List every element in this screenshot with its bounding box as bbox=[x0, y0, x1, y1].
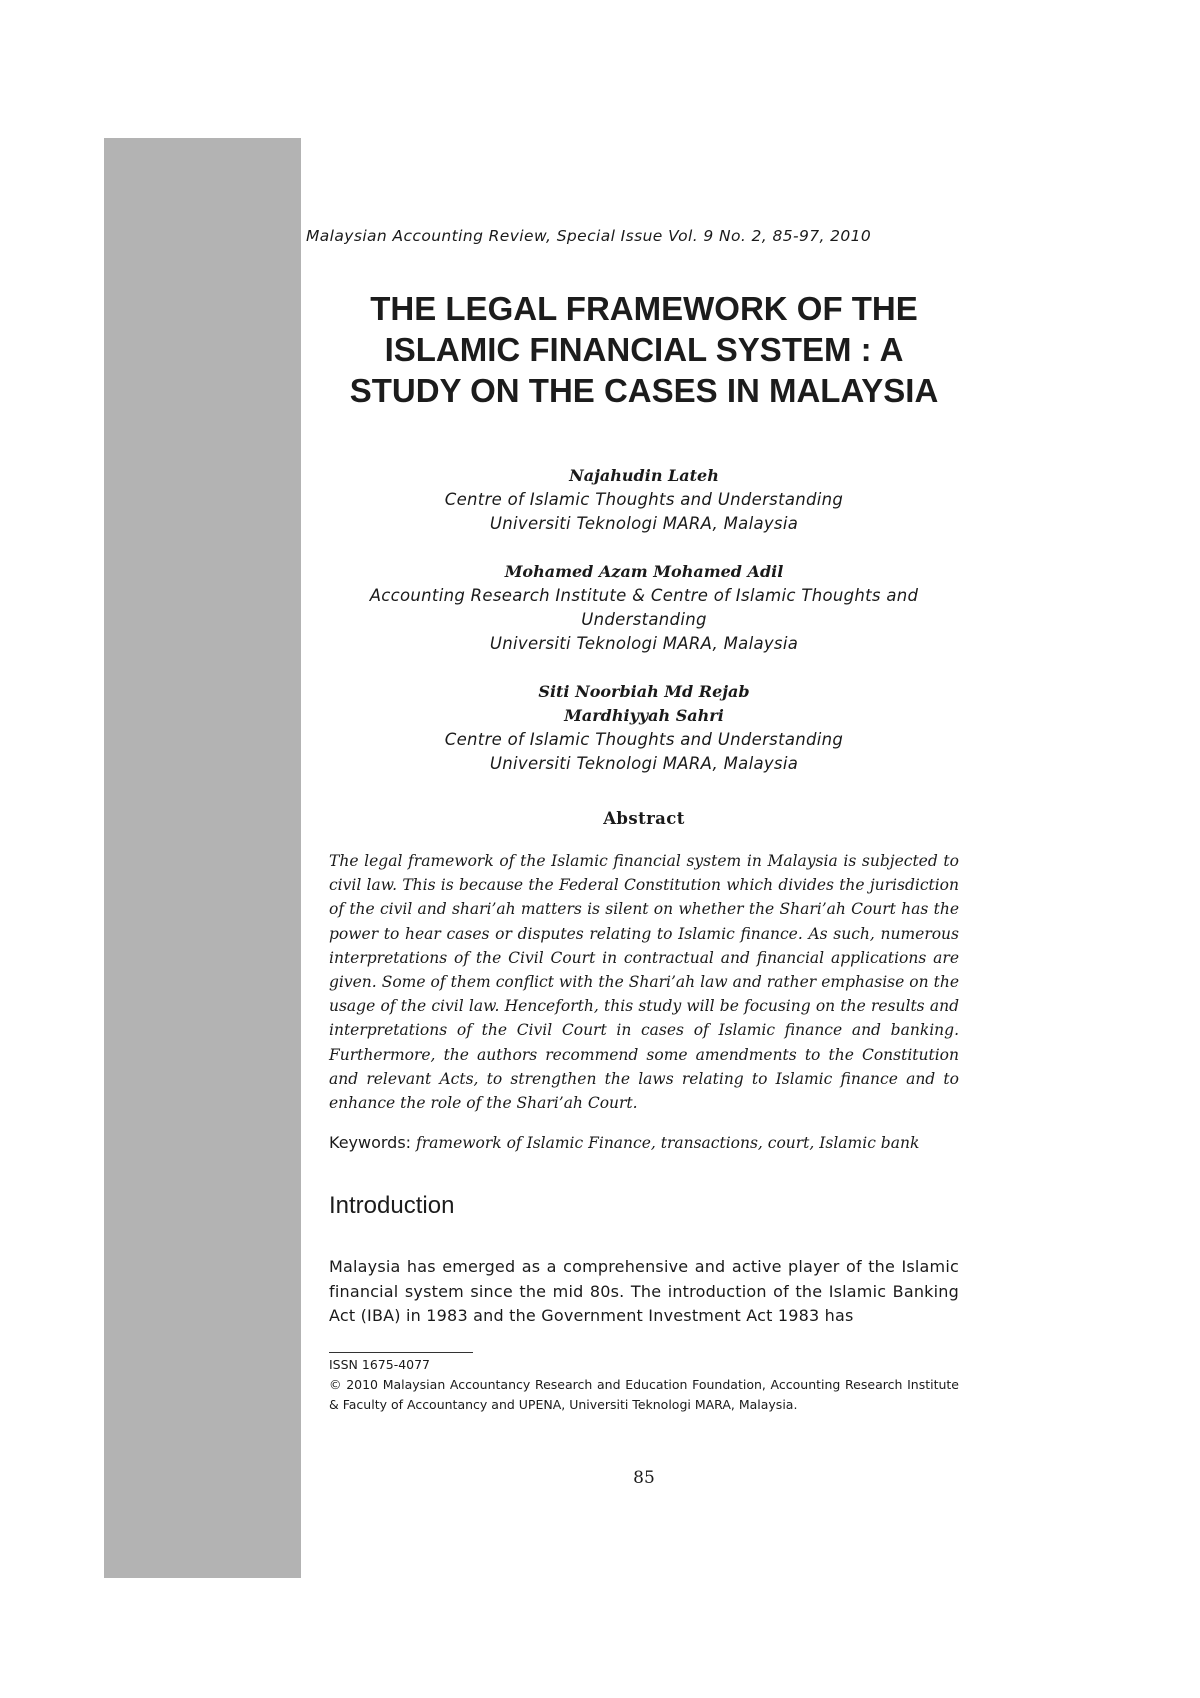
author-affiliation: Universiti Teknologi MARA, Malaysia bbox=[489, 754, 799, 773]
author-affiliation: Universiti Teknologi MARA, Malaysia bbox=[489, 634, 799, 653]
author-list bbox=[329, 464, 959, 800]
author-name: Mohamed Azam Mohamed Adil bbox=[504, 562, 784, 581]
introduction-body: Malaysia has emerged as a comprehensive and active player of the Islamic financial system since the mid 80s. The introduction of the Islamic Banking Act (IBA) in 1983 and the Government Investment Act 1983 has bbox=[329, 1257, 959, 1325]
footnote-divider bbox=[329, 1352, 473, 1353]
author-name: Mardhiyyah Sahri bbox=[564, 706, 724, 725]
keywords-text: framework of Islamic Finance, transactions, court, Islamic bank bbox=[411, 1134, 920, 1152]
keywords-line bbox=[329, 1133, 969, 1152]
side-bar-decoration bbox=[104, 138, 301, 1578]
footnotes bbox=[329, 1355, 959, 1415]
journal-citation: Malaysian Accounting Review, Special Issue Vol. 9 No. 2, 85-97, 2010 bbox=[306, 227, 872, 245]
author-name: Najahudin Lateh bbox=[569, 466, 719, 485]
author-affiliation: Centre of Islamic Thoughts and Understanding bbox=[444, 490, 844, 509]
title-line: ISLAMIC FINANCIAL SYSTEM : A bbox=[384, 331, 904, 368]
title-line: THE LEGAL FRAMEWORK OF THE bbox=[370, 290, 918, 327]
keywords-label: Keywords: bbox=[329, 1133, 412, 1152]
author-affiliation: Understanding bbox=[581, 610, 707, 629]
author-block-3 bbox=[329, 680, 959, 776]
copyright-line: © 2010 Malaysian Accountancy Research and Education Foundation, Accounting Research Institute & Faculty of Accountancy and UPENA, Universiti Teknologi MARA, Malaysia. bbox=[329, 1377, 959, 1412]
author-block-1 bbox=[329, 464, 959, 536]
issn-line: ISSN 1675-4077 bbox=[329, 1357, 431, 1372]
author-block-2 bbox=[329, 560, 959, 656]
section-heading-introduction: Introduction bbox=[329, 1192, 455, 1219]
paper-title bbox=[329, 288, 959, 411]
title-line: STUDY ON THE CASES IN MALAYSIA bbox=[349, 372, 939, 409]
abstract-heading: Abstract bbox=[603, 809, 685, 828]
abstract-body: The legal framework of the Islamic financial system in Malaysia is subjected to civil law. This is because the Federal Constitution which divides the jurisdiction of the civil and shari’ah matters is silent on whether the Shari’ah Court has the power to hear cases or disputes relating to Islamic finance. As such, numerous interpretations of the Civil Court in contractual and financial applications are given. Some of them conflict with the Shari’ah law and rather emphasise on the usage of the civil law. Henceforth, this study will be focusing on the results and interpretations of the Civil Court in cases of Islamic finance and banking. Furthermore, the authors recommend some amendments to the Constitution and relevant Acts, to strengthen the laws relating to Islamic finance and to enhance the role of the Shari’ah Court. bbox=[329, 852, 959, 1113]
page-number: 85 bbox=[633, 1468, 655, 1488]
author-affiliation: Accounting Research Institute & Centre of Islamic Thoughts and bbox=[369, 586, 919, 605]
author-affiliation: Centre of Islamic Thoughts and Understanding bbox=[444, 730, 844, 749]
author-name: Siti Noorbiah Md Rejab bbox=[538, 682, 750, 701]
author-affiliation: Universiti Teknologi MARA, Malaysia bbox=[489, 514, 799, 533]
